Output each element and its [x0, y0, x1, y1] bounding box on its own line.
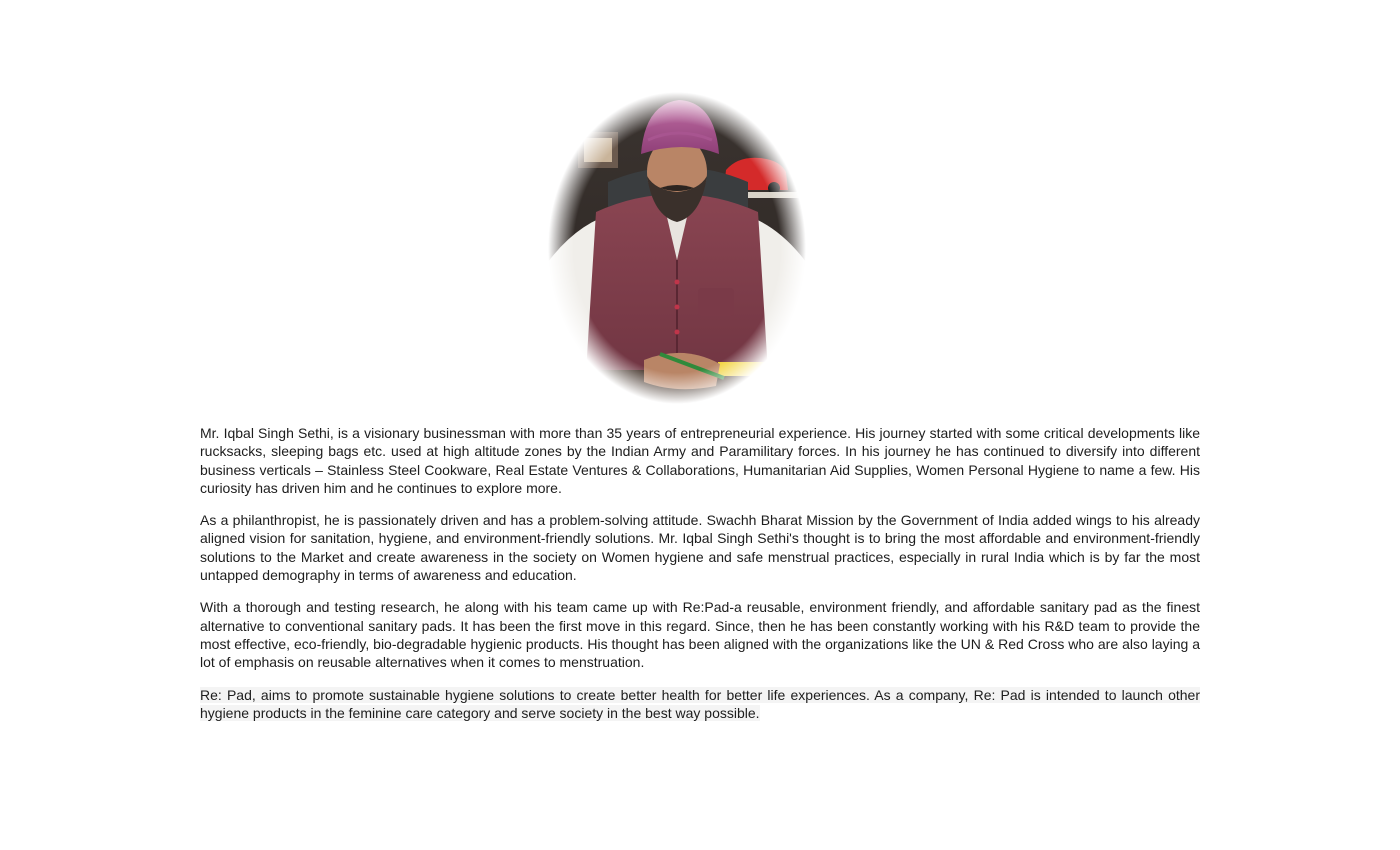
- bio-paragraph: With a thorough and testing research, he along with his team came up with Re:Pad-a reusable, environment friendly, and affordable sanitary pad as the finest alternative to conventional sanitary pads. It has been the first move in this regard. Since, then he has been constantly working with his R&D team to provide the most effective, eco-friendly, bio-degradable hygienic products. His thought has been aligned with the organizations like the UN & Red Cross who are also laying a lot of emphasis on reusable alternatives when it comes to menstruation.: [200, 599, 1200, 671]
- portrait: [548, 92, 806, 404]
- bio-paragraph-text: Re: Pad, aims to promote sustainable hygiene solutions to create better health for better life experiences. As a company, Re: Pad is intended to launch other hygiene products in the feminine care category and serve society in the best way possible.: [200, 686, 1200, 721]
- bio-paragraph: As a philanthropist, he is passionately driven and has a problem-solving attitude. Swachh Bharat Mission by the Government of India added wings to his already aligned vision for sanitation, hygiene, and environment-friendly solutions. Mr. Iqbal Singh Sethi's thought is to bring the most affordable and environment-friendly solutions to the Market and create awareness in the society on Women hygiene and safe menstrual practices, especially in rural India which is by far the most untapped demography in terms of awareness and education.: [200, 512, 1200, 584]
- portrait-image: [548, 92, 806, 404]
- bio-paragraph: [200, 686, 1200, 723]
- biography: [200, 424, 1200, 736]
- bio-paragraph: Mr. Iqbal Singh Sethi, is a visionary businessman with more than 35 years of entrepreneurial experience. His journey started with some critical developments like rucksacks, sleeping bags etc. used at high altitude zones by the Indian Army and Paramilitary forces. In his journey he has continued to diversify into different business verticals – Stainless Steel Cookware, Real Estate Ventures & Collaborations, Humanitarian Aid Supplies, Women Personal Hygiene to name a few. His curiosity has driven him and he continues to explore more.: [200, 425, 1200, 496]
